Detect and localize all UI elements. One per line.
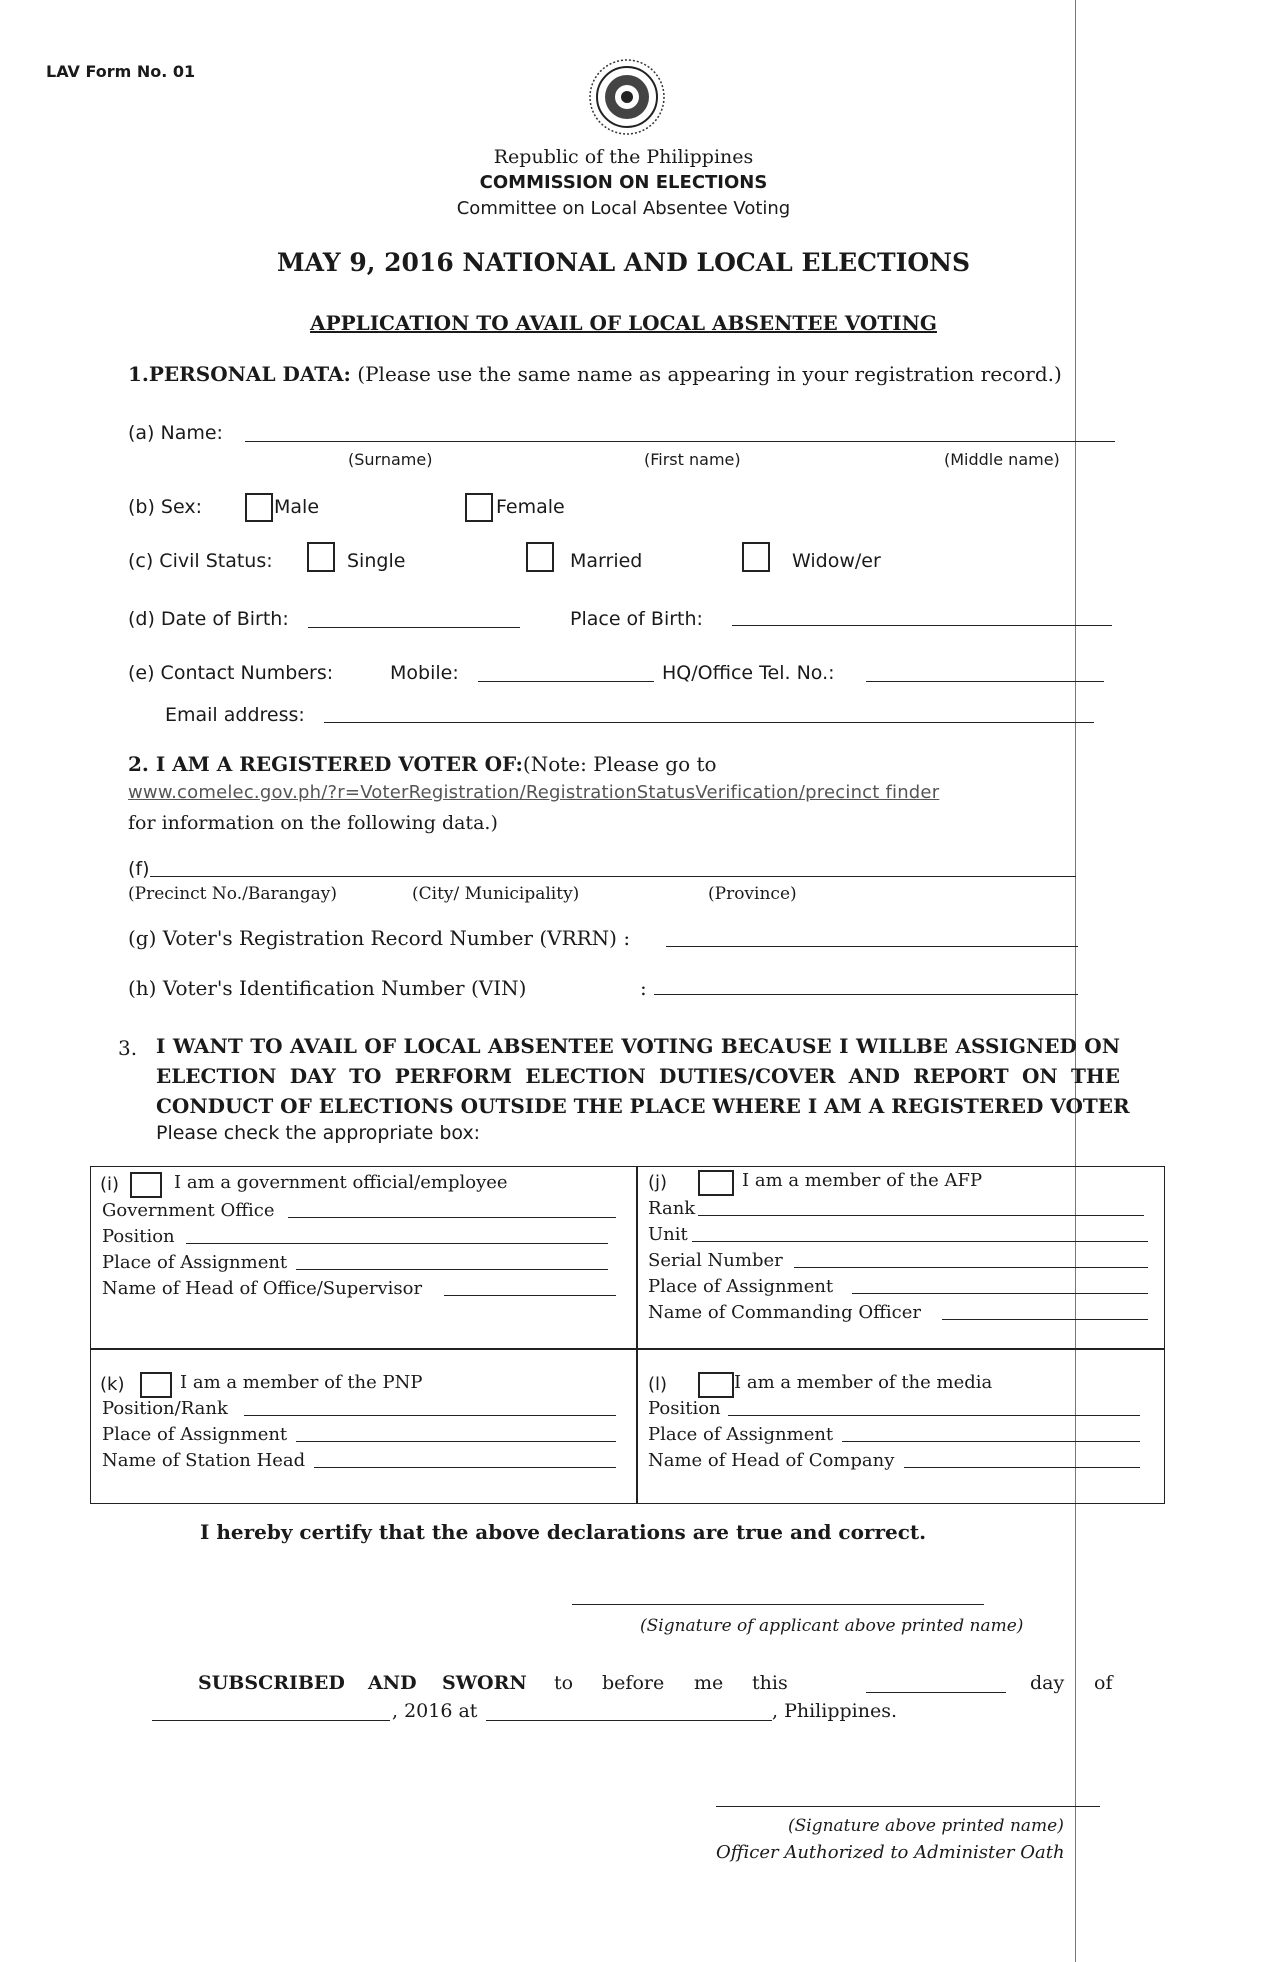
name-field[interactable] xyxy=(245,441,1115,442)
option-j-field[interactable] xyxy=(852,1293,1148,1294)
office-tel-label: HQ/Office Tel. No.: xyxy=(662,662,835,684)
option-i-field-label: Name of Head of Office/Supervisor xyxy=(102,1278,423,1299)
male-label: Male xyxy=(274,496,320,518)
vin-label: (h) Voter's Identification Number (VIN) xyxy=(128,976,527,1000)
vrrn-field[interactable] xyxy=(666,946,1078,947)
republic-line: Republic of the Philippines xyxy=(493,146,754,168)
f-label: (f) xyxy=(128,858,150,880)
pob-field[interactable] xyxy=(732,625,1112,626)
civil-status-label: (c) Civil Status: xyxy=(128,550,273,572)
oath-me: me xyxy=(694,1672,724,1694)
option-i-title: I am a government official/employee xyxy=(174,1172,508,1193)
office-tel-field[interactable] xyxy=(866,681,1104,682)
option-j-field[interactable] xyxy=(794,1267,1148,1268)
section3-line-1: I WANT TO AVAIL OF LOCAL ABSENTEE VOTING BECAUSE I WILLBE ASSIGNED ON xyxy=(156,1034,1120,1058)
officer-signature-line[interactable] xyxy=(716,1806,1100,1807)
option-j-checkbox[interactable] xyxy=(698,1170,734,1196)
option-i-field-label: Position xyxy=(102,1226,175,1247)
oath-and: AND xyxy=(368,1672,417,1694)
oath-sworn: SWORN xyxy=(442,1672,527,1694)
email-label: Email address: xyxy=(165,704,305,726)
dob-field[interactable] xyxy=(308,627,520,628)
application-title: APPLICATION TO AVAIL OF LOCAL ABSENTEE VOTING xyxy=(310,311,937,335)
option-j-field-label: Unit xyxy=(648,1224,688,1245)
section3-number: 3. xyxy=(118,1036,138,1060)
option-j-field[interactable] xyxy=(692,1241,1148,1242)
single-label: Single xyxy=(347,550,406,572)
married-checkbox[interactable] xyxy=(526,542,554,572)
applicant-signature-caption: (Signature of applicant above printed name) xyxy=(640,1616,1024,1636)
dob-label: (d) Date of Birth: xyxy=(128,608,289,630)
oath-place-field[interactable] xyxy=(486,1720,772,1721)
personal-data-heading xyxy=(128,362,1062,386)
name-label: (a) Name: xyxy=(128,422,223,444)
precinct-finder-link[interactable]: www.comelec.gov.ph/?r=VoterRegistration/RegistrationStatusVerification/precinct finder xyxy=(128,782,940,803)
option-j-field[interactable] xyxy=(698,1215,1144,1216)
mobile-field[interactable] xyxy=(478,681,654,682)
officer-title: Officer Authorized to Administer Oath xyxy=(716,1842,1065,1863)
vin-field[interactable] xyxy=(654,994,1078,995)
option-l-tag: (l) xyxy=(648,1374,668,1395)
option-k-field[interactable] xyxy=(296,1441,616,1442)
oath-this: this xyxy=(752,1672,788,1694)
option-k-title: I am a member of the PNP xyxy=(180,1372,423,1393)
registered-voter-title: 2. I AM A REGISTERED VOTER OF: xyxy=(128,752,523,776)
province-caption: (Province) xyxy=(708,884,797,904)
middle-name-caption: (Middle name) xyxy=(944,450,1060,469)
option-l-field-label: Position xyxy=(648,1398,721,1419)
married-label: Married xyxy=(570,550,643,572)
sex-label: (b) Sex: xyxy=(128,496,202,518)
commission-line: COMMISSION ON ELECTIONS xyxy=(479,172,768,193)
email-field[interactable] xyxy=(324,722,1094,723)
option-i-field-label: Place of Assignment xyxy=(102,1252,288,1273)
option-k-field-label: Position/Rank xyxy=(102,1398,228,1419)
oath-day: day xyxy=(1030,1672,1065,1694)
oath-month-field[interactable] xyxy=(152,1720,390,1721)
option-i-field[interactable] xyxy=(186,1243,608,1244)
form-number: LAV Form No. 01 xyxy=(46,62,196,81)
widow-checkbox[interactable] xyxy=(742,542,770,572)
option-l-field[interactable] xyxy=(904,1467,1140,1468)
oath-year: , 2016 at xyxy=(392,1700,478,1722)
section3-line-3: CONDUCT OF ELECTIONS OUTSIDE THE PLACE WHERE I AM A REGISTERED VOTER xyxy=(156,1094,1130,1118)
option-k-checkbox[interactable] xyxy=(140,1372,172,1398)
registered-voter-heading xyxy=(128,752,717,776)
option-l-field-label: Place of Assignment xyxy=(648,1424,834,1445)
option-j-field-label: Place of Assignment xyxy=(648,1276,834,1297)
option-i-field[interactable] xyxy=(288,1217,616,1218)
vin-colon: : xyxy=(640,976,647,1000)
option-l-field[interactable] xyxy=(728,1415,1140,1416)
registered-voter-note-2: for information on the following data.) xyxy=(128,812,498,834)
option-k-field[interactable] xyxy=(314,1467,616,1468)
option-j-field-label: Name of Commanding Officer xyxy=(648,1302,921,1323)
option-j-title: I am a member of the AFP xyxy=(742,1170,983,1191)
option-l-checkbox[interactable] xyxy=(698,1372,734,1398)
option-l-field-label: Name of Head of Company xyxy=(648,1450,895,1471)
option-l-field[interactable] xyxy=(842,1441,1140,1442)
male-checkbox[interactable] xyxy=(245,493,273,522)
section3-instruction: Please check the appropriate box: xyxy=(156,1122,481,1144)
election-title: MAY 9, 2016 NATIONAL AND LOCAL ELECTIONS xyxy=(276,248,971,277)
oath-subscribed: SUBSCRIBED xyxy=(198,1672,345,1694)
margin-scan-line xyxy=(1075,0,1076,1962)
section3-line-2: ELECTION DAY TO PERFORM ELECTION DUTIES/COVER AND REPORT ON THE xyxy=(156,1064,1120,1088)
personal-data-note: (Please use the same name as appearing in your registration record.) xyxy=(357,362,1062,386)
oath-to: to xyxy=(554,1672,574,1694)
option-k-tag: (k) xyxy=(100,1374,125,1395)
committee-line: Committee on Local Absentee Voting xyxy=(456,198,791,219)
mobile-label: Mobile: xyxy=(390,662,459,684)
option-i-checkbox[interactable] xyxy=(130,1172,162,1198)
pob-label: Place of Birth: xyxy=(570,608,703,630)
applicant-signature-line[interactable] xyxy=(572,1604,984,1605)
female-checkbox[interactable] xyxy=(465,493,493,522)
oath-of: of xyxy=(1094,1672,1113,1694)
contact-label: (e) Contact Numbers: xyxy=(128,662,334,684)
option-j-field[interactable] xyxy=(942,1319,1148,1320)
option-k-field-label: Place of Assignment xyxy=(102,1424,288,1445)
option-k-field[interactable] xyxy=(244,1415,616,1416)
option-j-field-label: Serial Number xyxy=(648,1250,783,1271)
precinct-caption: (Precinct No./Barangay) xyxy=(128,884,337,904)
option-j-field-label: Rank xyxy=(648,1198,696,1219)
option-i-tag: (i) xyxy=(100,1174,120,1195)
option-k-field-label: Name of Station Head xyxy=(102,1450,306,1471)
officer-signature-caption: (Signature above printed name) xyxy=(788,1816,1064,1836)
oath-country: , Philippines. xyxy=(772,1700,898,1722)
oath-day-field[interactable] xyxy=(866,1692,1006,1693)
registered-voter-note: (Note: Please go to xyxy=(522,752,717,776)
option-i-field-label: Government Office xyxy=(102,1200,275,1221)
voter-location-field[interactable] xyxy=(150,876,1076,877)
widow-label: Widow/er xyxy=(792,550,881,572)
option-i-field[interactable] xyxy=(296,1269,608,1270)
single-checkbox[interactable] xyxy=(307,542,335,572)
first-name-caption: (First name) xyxy=(644,450,741,469)
female-label: Female xyxy=(496,496,565,518)
city-caption: (City/ Municipality) xyxy=(412,884,580,904)
personal-data-title: 1.PERSONAL DATA: xyxy=(128,362,351,386)
certification-statement: I hereby certify that the above declarations are true and correct. xyxy=(200,1520,927,1544)
oath-before: before xyxy=(602,1672,665,1694)
option-i-field[interactable] xyxy=(444,1295,616,1296)
surname-caption: (Surname) xyxy=(348,450,433,469)
comelec-seal xyxy=(588,58,666,136)
vrrn-label: (g) Voter's Registration Record Number (VRRN) : xyxy=(128,926,631,950)
option-j-tag: (j) xyxy=(648,1172,668,1193)
option-l-title: I am a member of the media xyxy=(734,1372,993,1393)
